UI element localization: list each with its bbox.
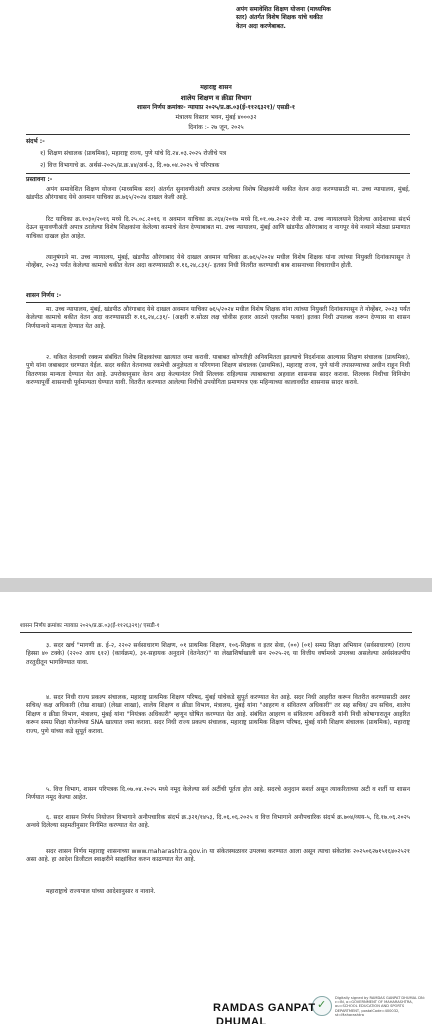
page-header: शासन निर्णय क्रमांकः न्यायाप्र २०२५/प्र.क्र.०३(ई-११२६३२१)/ एसडी-१	[20, 623, 160, 629]
header-divider	[20, 632, 412, 633]
digital-signature-details: Digitally signed by RAMDAS GANPAT DHUMAL DN: c=IN, o=GOVERNMENT OF MAHARASHTRA, ou=SCHOOL EDUCATION AND SPORTS DEPARTMENT, postalCode=400032, st=Maharashtra	[335, 996, 425, 1017]
body-paragraph: ५. वित्त विभाग, शासन परिपत्रक दि.०७.०४.२०२५ मध्ये नमूद केलेल्या सर्व अटींची पूर्तता होत आहे. सदरचे अनुदान सशर्त असून त्याकरिताच्या अटी व शर्ती या शासन निर्णयात नमूद केल्या आहेत.	[26, 786, 410, 802]
body-paragraph: सदर शासन निर्णय महाराष्ट्र शासनाच्या www.maharashtra.gov.in या संकेतस्थळावर उपलब्ध करण्यात आला असून त्याचा संकेतांक २०२५०६२७१५१६४०२५२१ असा आहे. हा आदेश डिजीटल स्वाक्षरीने साक्षांकित करुन काढण्यात येत आहे.	[26, 848, 410, 864]
page-gap	[0, 578, 432, 592]
dept-name: शालेय शिक्षण व क्रीडा विभाग	[180, 94, 252, 102]
body-paragraph: ४. सदर निधी राज्य प्रकल्प संचालक, महाराष्ट्र प्राथमिक शिक्षण परिषद, मुंबई यांचेकडे सुपूर्त करण्यात येत आहे. सदर निधी आहरीत करून वितरीत करण्यासाठी अवर सचिव/ कक्ष अधिकारी (रोख शाखा) (लेखा शाखा), शालेय शिक्षण व क्रीडा विभाग, मंत्रालय, मुंबई यांना "आहरण व संवितरण अधिकारी" तर सह सचिव/ उप सचिव, शालेय शिक्षण व क्रीडा विभाग, मंत्रालय, मुंबई यांना "नियंत्रक अधिकारी" म्हणून घोषित करण्यात येत आहे. संबंधित आहरण व संवितरण अधिकारी यांनी निधी कोषागारातून आहरित करून समग्र शिक्षा योजनेच्या SNA खात्यात जमा करावा. सदर निधी राज्य प्रकल्प संचालक, महाराष्ट्र प्राथमिक शिक्षण परिषद, मुंबई यांनी शिक्षण संचालक (प्राथमिक), महाराष्ट्र राज्य, पुणे यांच्या कडे सुपूर्त करावा.	[26, 694, 410, 735]
references-heading: संदर्भ :-	[26, 138, 45, 145]
gov-name: महाराष्ट्र शासन	[200, 84, 232, 91]
reference-item: २) वित्त विभागाचे क्र. अर्थसं-२०२५/प्र.क्र.४४/अर्थ-३, दि.०७.०४.२०२५ चे परिपत्रक	[40, 162, 220, 169]
gr-number: शासन निर्णय क्रमांकः- न्यायाप्र २०२५/प्र.क्र.०३(ई-११२६३२१)/ एसडी-१	[136, 104, 296, 111]
closing-line: महाराष्ट्राचे राज्यपाल यांच्या आदेशानुसार व नावाने.	[46, 888, 156, 895]
decision-heading: शासन निर्णय :-	[26, 292, 62, 299]
gr-date: दिनांक :- २७ जून, २०२५	[188, 124, 244, 131]
divider	[26, 134, 410, 135]
preamble-paragraph: त्यानुषंगाने मा. उच्च न्यायालय, मुंबई, खंडपीठ औरंगाबाद येथे दाखल अवमान याचिका क्र.७६५/२०२४ मधील विशेष शिक्षक यांना त्यांच्या नियुक्ती दिनांकापासून ते नोव्हेंबर, २०२३ पर्यंत केलेल्या कामाचे थकीत वेतन अदा करण्यासाठी रु.१६,२४,८३१/- इतका निधी वितरीत करण्याची बाब शासनाच्या विचाराधीन होती.	[26, 254, 410, 270]
address: मंत्रालय विस्तार भवन, मुंबई ४०००३२	[175, 114, 257, 121]
document-page-2	[0, 592, 432, 1024]
body-paragraph: ३. सदर खर्च "मागणी क्र. ई-२, २२०२ सर्वसाधारण शिक्षण, ०१ प्राथमिक शिक्षण, १०६-शिक्षक व इतर सेवा, (००) (०१) समग्र शिक्षा अभियान (सर्वसाधारण) (राज्य हिस्सा ४० टक्के) (२२०२ आय ६१२) (कार्यक्रम), ३१-सहायक अनुदाने (वेतनेतर)" या लेखाशिर्षाखाली सन २०२५-२६ या वित्तीय वर्षामध्ये उपलब्ध असलेल्या अर्थसंकल्पीय तरतुदीतून भागविण्यात यावा.	[26, 642, 410, 666]
divider	[26, 173, 410, 174]
signatory-name: RAMDAS GANPAT	[213, 1002, 316, 1014]
decision-paragraph: मा. उच्च न्यायालय, मुंबई, खंडपीठ औरंगाबाद येथे दाखल अवमान याचिका ७६५/२०२४ मधील विशेष शिक्षक यांना त्यांच्या नियुक्ती दिनांकापासून ते नोव्हेंबर, २०२३ पर्यंत केलेल्या कामाचे थकीत वेतन अदा करण्यासाठी रु.१६,२४,८३१/- (अक्षरी रु.सोळा लक्ष चोवीस हजार आठशे एकतीस फक्त) इतका निधी उपलब्ध करून देण्यास या शासन निर्णयान्वये मान्यता देण्यात येत आहे.	[26, 306, 410, 330]
preamble-heading: प्रस्तावना :-	[26, 176, 53, 183]
preamble-paragraph: रिट याचिका क्र.१०३०/२०१६ मध्ये दि.२५.०८.२०१६ व अवमान याचिका क्र.२६४/२०१७ मध्ये दि.०१.०७.२०२२ रोजी मा. उच्च न्यायालयाने दिलेल्या आदेशाच्या संदर्भ देऊन सुनावणीअंती अपात्र ठरलेल्या विशेष शिक्षकांना केलेल्या कामाचे वेतन देण्याबाबत मा. उच्च न्यायालय, मुंबई आणि खंडपीठ औरंगाबाद व नागपूर येथे नव्याने मोठ्या प्रमाणात याचिका दाखल होत आहेत.	[26, 216, 410, 240]
reference-item: १) शिक्षण संचालक (प्राथमिक), महाराष्ट्र राज्य, पुणे यांचे दि.२४.०३.२०२५ रोजीचे पत्र	[40, 150, 227, 157]
subject-line: वेतन अदा करणेबाबत.	[236, 22, 286, 30]
subject-block	[236, 6, 422, 31]
subject-line: अपंग समावेशित शिक्षण योजना (माध्यमिक	[236, 6, 331, 13]
divider	[26, 302, 410, 303]
decision-paragraph: २. थकित वेतनाची रक्कम संबंधित विशेष शिक्षकांच्या खात्यात जमा करावी. याबाबत कोणतीही अनियमितता झाल्याचे निदर्शनास आल्यास शिक्षण संचालक (प्राथमिक), पुणे यांना जबाबदार धरण्यात येईल. सदर थकीत वेतनाच्या रकमेची अनुज्ञेयता व परिगणना शिक्षण संचालक (प्राथमिक), महाराष्ट्र राज्य, पुणे यांनी तपासण्याच्या अधीन राहून निधी वितरणास मान्यता देण्यात येत आहे. उपरोक्तनुसार वेतन अदा केल्यानंतर निधी शिल्लक राहिल्यास त्याबाबतचा अहवाल शासनास सादर करावा. शिल्लक निधीचा विनियोग करण्यापूर्वी शासनाची पूर्वमान्यता घेण्यात यावी. वितरीत करण्यात आलेल्या निधीचे उपयोगिता प्रमाणपत्र एक महिन्याच्या कालावधीत शासनास सादर करावे.	[26, 354, 410, 387]
preamble-paragraph: अपंग समावेशित शिक्षण योजना (माध्यमिक स्तर) अंतर्गत सुनावणीअंती अपात्र ठरलेल्या विशेष शिक्षकांनी थकीत वेतन अदा करण्यासाठी मा. उच्च न्यायालय, मुंबई, खंडपीठ औरंगाबाद येथे अवमान याचिका क्र.७६५/२०२४ दाखल केली आहे.	[26, 186, 410, 202]
signatory-name-continued: DHUMAL	[216, 1016, 267, 1024]
subject-line: स्तर) अंतर्गत विशेष शिक्षक यांचे थकीत	[236, 14, 323, 22]
body-paragraph: ६. सदर शासन निर्णय नियोजन विभागाने अनौपचारिक संदर्भ क्र.३२१/१४५३, दि.०६.०६.२०२५ व वित्त विभागाने अनौपचारिक संदर्भ क्र.७०४/व्यय-५, दि.१७.०६.२०२५ अन्वये दिलेल्या सहमतीनुसार निर्गमित करण्यात येत आहे.	[26, 814, 410, 830]
